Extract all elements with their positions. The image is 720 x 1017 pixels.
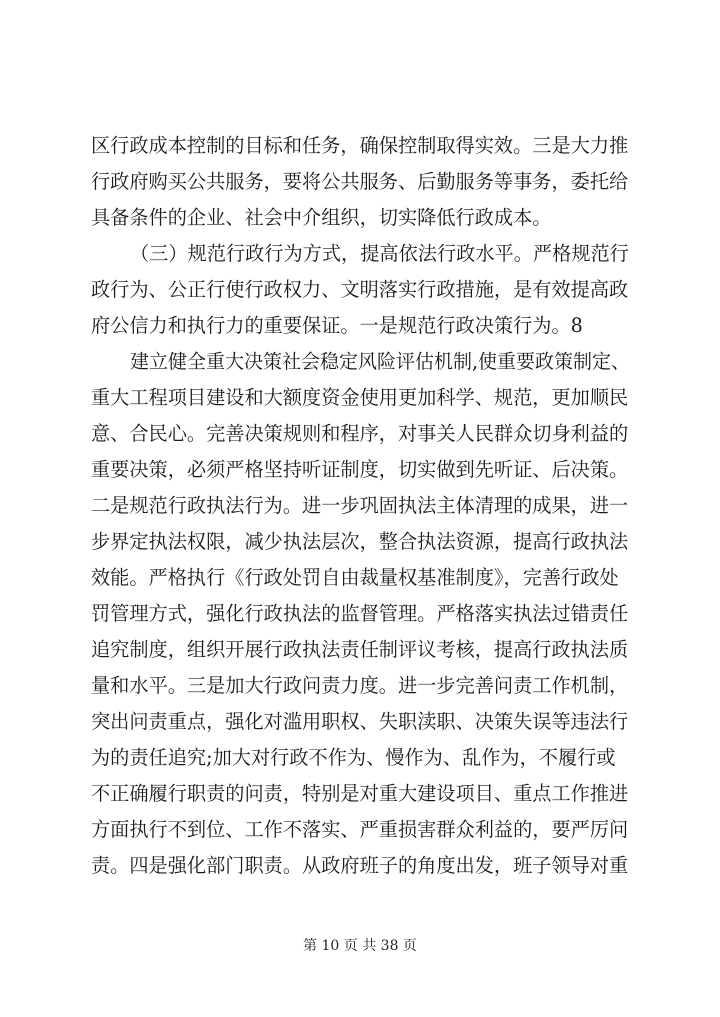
- text-line: 意、合民心。完善决策规则和程序，对事关人民群众切身利益的: [91, 422, 629, 445]
- text-line: 罚管理方式，强化行政执法的监督管理。严格落实执法过错责任: [91, 602, 629, 625]
- text-line: 量和水平。三是加大行政问责力度。进一步完善问责工作机制，: [91, 674, 629, 697]
- text-line: 二是规范行政执法行为。进一步巩固执法主体清理的成果，进一: [91, 494, 629, 517]
- text-line: 府公信力和执行力的重要保证。一是规范行政决策行为。8: [91, 314, 583, 337]
- text-line: 追究制度，组织开展行政执法责任制评议考核，提高行政执法质: [91, 638, 629, 661]
- text-line: 重大工程项目建设和大额度资金使用更加科学、规范，更加顺民: [91, 386, 629, 409]
- text-line: 重要决策，必须严格坚持听证制度，切实做到先听证、后决策。: [91, 458, 629, 481]
- text-line: 区行政成本控制的目标和任务，确保控制取得实效。三是大力推: [91, 134, 629, 157]
- page-number: 第 10 页 共 38 页: [303, 938, 417, 954]
- text-line: 行政府购买公共服务，要将公共服务、后勤服务等事务，委托给: [91, 170, 629, 193]
- text-line: 为的责任追究;加大对行政不作为、慢作为、乱作为，不履行或: [91, 746, 616, 769]
- text-line: 责。四是强化部门职责。从政府班子的角度出发，班子领导对重: [91, 854, 629, 877]
- text-line: 具备条件的企业、社会中介组织，切实降低行政成本。: [91, 206, 552, 229]
- text-line: 政行为、公正行使行政权力、文明落实行政措施，是有效提高政: [91, 278, 629, 301]
- text-line: 不正确履行职责的问责，特别是对重大建设项目、重点工作推进: [91, 782, 629, 805]
- text-line: 建立健全重大决策社会稳定风险评估机制,使重要政策制定、: [130, 350, 630, 373]
- text-line: 效能。严格执行《行政处罚自由裁量权基准制度》，完善行政处: [91, 566, 619, 589]
- text-line: （三）规范行政行为方式，提高依法行政水平。严格规范行: [130, 242, 629, 265]
- text-line: 突出问责重点，强化对滥用职权、失职渎职、决策失误等违法行: [91, 710, 629, 733]
- text-line: 步界定执法权限，减少执法层次，整合执法资源，提高行政执法: [91, 530, 629, 553]
- text-line: 方面执行不到位、工作不落实、严重损害群众利益的，要严厉问: [91, 818, 629, 841]
